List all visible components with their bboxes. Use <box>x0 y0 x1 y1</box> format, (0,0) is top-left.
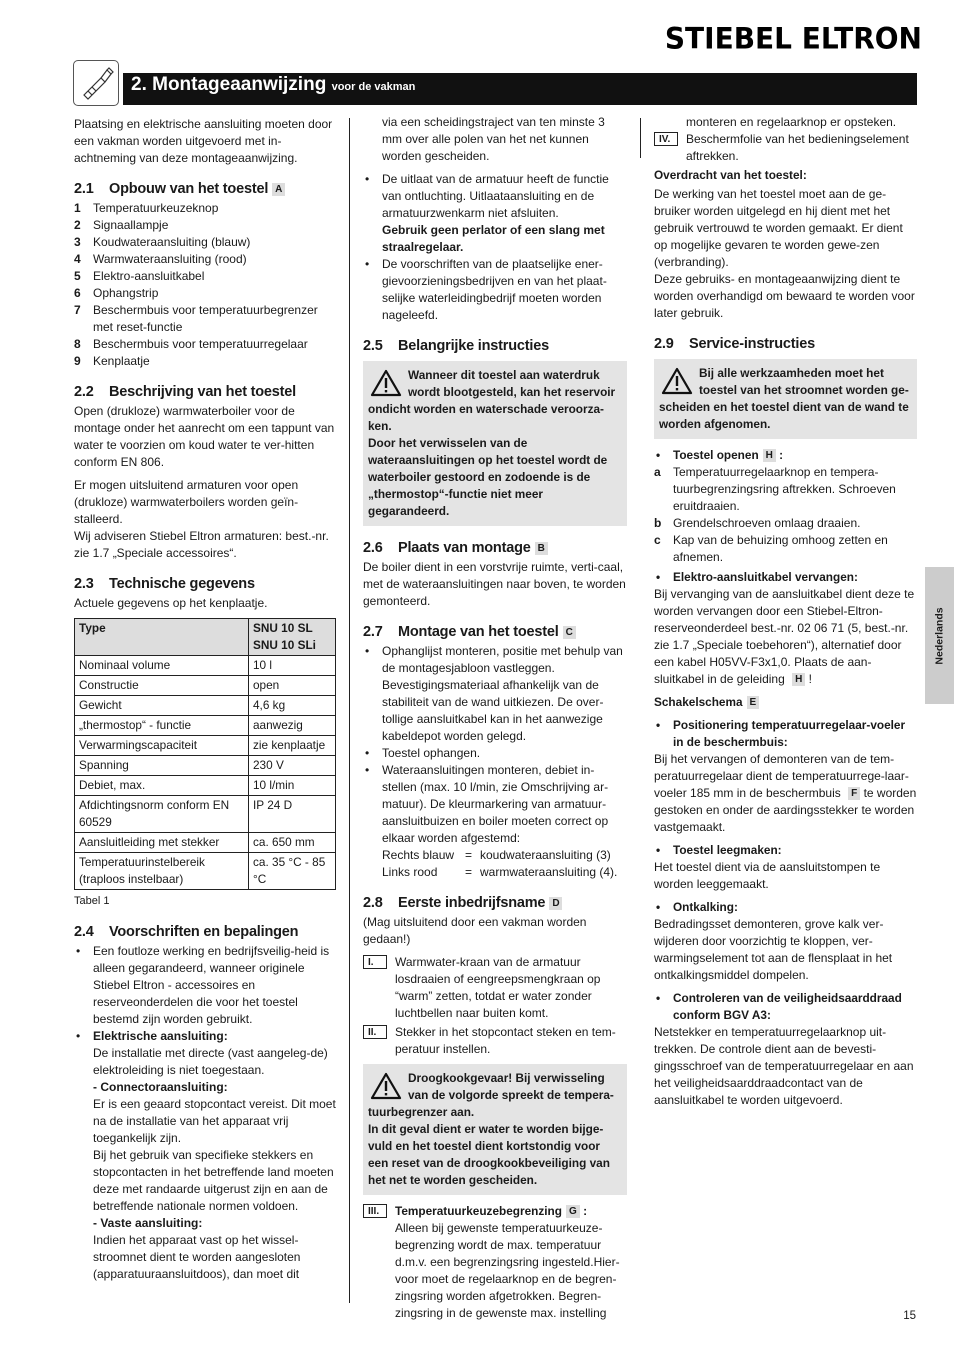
list-item: • Ontkalking: <box>654 899 917 916</box>
bullet-list <box>654 990 917 1024</box>
heading-2-8: 2.8 Eerste inbedrijfsname D <box>363 895 627 912</box>
item-label: Signaallampje <box>93 218 169 232</box>
color-mapping-row: Links rood = warmwateraansluiting (4). <box>382 865 618 879</box>
list-item <box>74 285 336 302</box>
table-row <box>75 656 336 676</box>
figure-tag: E <box>747 696 760 709</box>
list-item: • De uitlaat van de armatuur heeft de functie van ontluchting. Uitlaataansluiting en de armatuurzwenkarm niet afsluiten. Gebruik geen perlator of een slang met straalregelaar. <box>363 171 627 256</box>
bullet-list <box>363 643 627 881</box>
paragraph: Open (drukloze) warmwaterboiler voor de montage onder het aanrecht om een tappunt van water te voorzien om koud water te ver-hitten conform EN 806. <box>74 404 335 469</box>
list-item <box>74 251 336 268</box>
table-cell: 10 l/min <box>249 776 336 796</box>
paragraph: Er mogen uitsluitend armaturen voor open (drukloze) warmwaterboilers worden geïn-stalleerd. <box>74 478 299 526</box>
warning-icon <box>370 1072 402 1100</box>
item-number: 8 <box>74 337 81 351</box>
paragraph: Deze gebruiks- en montageaanwijzing dient te worden overhandigd om bewaard te worden voor later gebruik. <box>654 272 915 320</box>
item-letter: c <box>654 533 661 547</box>
table-cell: 4,6 kg <box>249 696 336 716</box>
figure-tag: F <box>848 787 860 800</box>
item-label: Beschermbuis voor temperatuurregelaar <box>93 337 308 351</box>
list-item <box>74 268 336 285</box>
table-header-row <box>75 619 336 656</box>
list-item: • Een foutloze werking en bedrijfsveilig-heid is alleen gegarandeerd, wanneer originele Stiebel Eltron - accessoires en reserveonderdelen die voor het toestel bestemd zijn worden gebruikt. <box>74 943 336 1028</box>
paragraph: Netstekker en temperatuurregelaarknop uit-trekken. De controle dient aan de bevesti-gingsschroef van de temperatuurregelaar en aan het veiligheidsaarddraadcontact van de aansluitkabel te worden uitgevoerd. <box>654 1025 914 1107</box>
item-number: 2 <box>74 218 81 232</box>
paragraph: Wij adviseren Stiebel Eltron armaturen: best.-nr. zie 1.7 „Speciale accessoires“. <box>74 529 329 560</box>
table-cell: „thermostop“ - functie <box>75 716 249 736</box>
step-item <box>363 1024 627 1058</box>
paragraph: (Mag uitsluitend door een vakman worden gedaan!) <box>363 915 587 946</box>
list-item: • Toestel ophangen. <box>363 745 627 762</box>
paragraph: monteren en regelaarknop er opsteken. <box>686 115 897 129</box>
paragraph: Bij het vervangen of demonteren van de tem-peratuurregelaar dient de temperatuurrege-laar-voeler 185 mm in de beschermbuis F te worden gestoken en onder de aardingsstekker te worden vastgemaakt. <box>654 752 917 834</box>
table-row <box>75 676 336 696</box>
heading-2-4: 2.4 Voorschriften en bepalingen <box>74 924 299 940</box>
section-subtitle: voor de vakman <box>331 81 416 93</box>
figure-tag: A <box>272 183 285 196</box>
table-cell: Verwarmingscapaciteit <box>75 736 249 756</box>
color-mapping-row: Rechts blauw = koudwateraansluiting (3) <box>382 848 611 862</box>
table-row <box>75 796 336 833</box>
paragraph: Bij vervanging van de aansluitkabel dient deze te worden vervangen door een Stiebel-Eltron-reserveonderdeel best.-nr. 02 06 71 (5, best.-nr. zie 1.7 „Speciale toebehoren“), alternatief door een kabel H05VV-F3x1,0. Plaats de aan-sluitkabel in de geleiding H ! <box>654 587 915 686</box>
list-item: • Toestel openen H : <box>654 447 917 464</box>
step-text: Warmwater-kraan van de armatuur losdraaien of eengreepsmengkraan op “warm” zetten, totdat er water zonder luchtbellen naar buiten komt. <box>395 955 601 1020</box>
list-item <box>654 464 917 515</box>
subheading: Schakelschema E <box>654 694 917 711</box>
brand-logo: STIEBEL ELTRON <box>664 21 922 56</box>
paragraph: De boiler dient in een vorstvrije ruimte, verti-caal, met de wateraansluitingen naar boven, te worden gemonteerd. <box>363 560 626 608</box>
figure-tag: D <box>549 897 562 910</box>
section-header-bar <box>123 73 917 105</box>
table-header-cell: Type <box>75 619 249 656</box>
item-label: Warmwateraansluiting (rood) <box>93 252 247 266</box>
bullet-list <box>654 717 917 751</box>
table-row <box>75 776 336 796</box>
item-label: Temperatuurkeuzeknop <box>93 201 219 215</box>
list-item <box>74 200 336 217</box>
heading-2-5: 2.5 Belangrijke instructies <box>363 338 549 354</box>
warning-box: Wanneer dit toestel aan waterdruk wordt blootgesteld, kan het reservoir ondicht worden en waterschade veroorza-ken. Door het verwisselen van de wateraansluitingen op het toestel wordt de waterboiler gestoord en zodoende is de „thermostop“-functie niet meer gegarandeerd. <box>363 361 627 526</box>
list-item <box>74 353 336 370</box>
figure-tag: C <box>563 626 576 639</box>
table-cell: Aansluitleiding met stekker <box>75 833 249 853</box>
section-title: 2. Montageaanwijzing voor de vakman <box>131 74 416 95</box>
table-cell: aanwezig <box>249 716 336 736</box>
bullet-list <box>654 899 917 916</box>
table-cell: open <box>249 676 336 696</box>
item-number: 1 <box>74 201 81 215</box>
table-row <box>75 756 336 776</box>
list-item <box>74 302 336 336</box>
item-label: Koudwateraansluiting (blauw) <box>93 235 251 249</box>
list-item: • De voorschriften van de plaatselijke ener-gievoorzieningsbedrijven en van het plaat-selijke waterleidingbedrijf moeten worden nageleefd. <box>363 256 627 324</box>
item-number: 9 <box>74 354 81 368</box>
step-number: I. <box>363 955 387 969</box>
step-number: II. <box>363 1025 387 1039</box>
list-item: • Wateraansluitingen monteren, debiet in-stellen (max. 10 l/min, zie Omschrijving ar-matuur). De kleurmarkering van armatuur-aansluitbuizen en boiler moeten correct op elkaar worden afgestemd: Rechts blauw = koudwateraansluiting (3) Links rood = warmwateraansluiting (4). <box>363 762 627 881</box>
warning-box: Droogkookgevaar! Bij verwisseling van de volgorde spreekt de tempera-tuurbegrenzer aan. In dit geval dient er water te worden bijge-vuld en het toestel dient kortstondig voor een reset van de droogkookbeveiliging van het net te worden gescheiden. <box>363 1064 627 1195</box>
list-item: • Ophanglijst monteren, positie met behulp van de montagesjabloon vastleggen. Bevestigingsmateriaal afhankelijk van de stabiliteit van de wand uitkiezen. De over-tollige aansluitkabel kan in het aanwezige kabeldepot worden gelegd. <box>363 643 627 745</box>
list-item: • Toestel leegmaken: <box>654 842 917 859</box>
table-cell: Nominaal volume <box>75 656 249 676</box>
heading-2-6: 2.6 Plaats van montage B <box>363 540 627 557</box>
paragraph: Het toestel dient via de aansluitstompen te worden leeggemaakt. <box>654 860 881 891</box>
column-1 <box>74 116 336 1283</box>
list-item <box>654 532 917 566</box>
item-label: Kap van de behuizing omhoog zetten en afnemen. <box>673 533 888 564</box>
item-letter: a <box>654 465 661 479</box>
table-cell: zie kenplaatje <box>249 736 336 756</box>
heading-2-1: 2.1 Opbouw van het toestel A <box>74 181 336 198</box>
page-number: 15 <box>903 1310 916 1322</box>
item-number: 6 <box>74 286 81 300</box>
list-item <box>74 234 336 251</box>
item-number: 5 <box>74 269 81 283</box>
step-item: IV. Beschermfolie van het bedieningselement aftrekken. <box>654 131 917 165</box>
bullet-list <box>363 171 627 324</box>
step-item: III. Temperatuurkeuzebegrenzing G : Alleen bij gewenste temperatuurkeuze-begrenzing wordt de max. temperatuur d.m.v. een begrenzingsring ingesteld.Hier-voor moet de regelaarknop en de begren-zingsring worden afgetrokken. Begren-zingsring in de gewenste max. instelling <box>363 1203 627 1322</box>
list-item: • Positionering temperatuurregelaar-voeler in de beschermbuis: <box>654 717 917 751</box>
item-letter: b <box>654 516 662 530</box>
item-number: 4 <box>74 252 81 266</box>
list-item: • Controleren van de veiligheidsaarddraad conform BGV A3: <box>654 990 917 1024</box>
table-cell: ca. 650 mm <box>249 833 336 853</box>
column-divider <box>349 118 350 1303</box>
item-label: Kenplaatje <box>93 354 150 368</box>
table-row <box>75 853 336 890</box>
item-label: Grendelschroeven omlaag draaien. <box>673 516 861 530</box>
warning-icon <box>370 369 402 397</box>
paragraph: Actuele gegevens op het kenplaatje. <box>74 596 268 610</box>
item-number: 7 <box>74 303 81 317</box>
step-item <box>363 954 627 1022</box>
paragraph: via een scheidingstraject van ten minste 3 mm over alle polen van het net kunnen worden gescheiden. <box>382 115 605 163</box>
item-label: Elektro-aansluitkabel <box>93 269 205 283</box>
bullet-list <box>654 447 917 464</box>
table-cell: ca. 35 °C - 85 °C <box>249 853 336 890</box>
warning-box: Bij alle werkzaamheden moet het toestel van het stroomnet worden ge-scheiden en het toestel dient van de wand te worden afgenomen. <box>654 359 917 439</box>
table-cell: Debiet, max. <box>75 776 249 796</box>
list-item <box>74 217 336 234</box>
list-item <box>654 515 917 532</box>
heading-2-2: 2.2 Beschrijving van het toestel <box>74 384 296 400</box>
step-number: III. <box>363 1204 387 1218</box>
table-row <box>75 736 336 756</box>
tech-data-table <box>74 618 336 890</box>
table-caption: Tabel 1 <box>74 895 110 907</box>
warning-icon <box>661 367 693 395</box>
bullet-list <box>654 842 917 859</box>
tool-icon <box>73 60 119 106</box>
column-divider <box>640 118 641 158</box>
column-2 <box>363 116 627 1324</box>
table-row <box>75 833 336 853</box>
table-cell: Gewicht <box>75 696 249 716</box>
table-cell: 230 V <box>249 756 336 776</box>
table-cell: Temperatuurinstelbereik (traploos instelbaar) <box>75 853 249 890</box>
table-cell: Spanning <box>75 756 249 776</box>
figure-tag: H <box>763 449 776 462</box>
list-item <box>74 336 336 353</box>
subheading: Overdracht van het toestel: <box>654 168 807 182</box>
figure-tag: H <box>792 673 805 686</box>
paragraph: De werking van het toestel moet aan de ge-bruiker worden uitgelegd en hij dient met het gebruik vertrouwd te worden gemaakt. Er dient op mogelijke gevaren te worden gewe-zen (verbranding). <box>654 187 903 269</box>
bullet-list <box>654 569 917 586</box>
item-number: 3 <box>74 235 81 249</box>
table-cell: Afdichtingsnorm conform EN 60529 <box>75 796 249 833</box>
heading-2-9: 2.9 Service-instructies <box>654 336 815 352</box>
step-text: Stekker in het stopcontact steken en tem-peratuur instellen. <box>395 1025 616 1056</box>
language-tab: Nederlands <box>925 567 954 704</box>
steps-list <box>363 954 627 1058</box>
list-item: • Elektrische aansluiting: De installatie met directe (vast aangeleg-de) elektroleiding is niet toegestaan. - Connectoraansluiting: Er is een geaard stopcontact vereist. Dit moet na de installatie van het apparaat vrij toegankelijk zijn. Bij het gebruik van specifieke stekkers en stopcontacten in het betreffende land moeten deze met randaarde uitgerust zijn en aan de betreffende nationale normen voldoen. - Vaste aansluiting: Indien het apparaat vast op het wissel-stroomnet dient te worden aangesloten (apparatuuraansluitdoos), dan moet dit <box>74 1028 336 1283</box>
heading-2-3: 2.3 Technische gegevens <box>74 576 255 592</box>
figure-tag: B <box>535 542 548 555</box>
item-label: Ophangstrip <box>93 286 159 300</box>
column-3 <box>654 116 917 1115</box>
table-row <box>75 696 336 716</box>
parts-list <box>74 200 336 370</box>
table-row <box>75 716 336 736</box>
table-header-cell: SNU 10 SL SNU 10 SLi <box>249 619 336 656</box>
table-cell: 10 l <box>249 656 336 676</box>
figure-tag: G <box>566 1205 580 1218</box>
list-item: • Elektro-aansluitkabel vervangen: <box>654 569 917 586</box>
table-cell: IP 24 D <box>249 796 336 833</box>
table-cell: Constructie <box>75 676 249 696</box>
steps-list <box>654 464 917 566</box>
paragraph: Bedradingsset demonteren, grove kalk ver-wijderen door voorzichtig te kloppen, ver-warmingselement tot aan de flensplaat in het ontkalkingsmiddel dompelen. <box>654 917 893 982</box>
intro-text: Plaatsing en elektrische aansluiting moeten door een vakman worden uitgevoerd met in-achtneming van deze montageaanwijzing. <box>74 117 333 165</box>
bullet-list <box>74 943 336 1283</box>
item-label: Beschermbuis voor temperatuurbegrenzer met reset-functie <box>93 303 318 334</box>
item-label: Temperatuurregelaarknop en tempera-tuurbegrenzingsring aftrekken. Schroeven eruitdraaien. <box>673 465 896 513</box>
step-number: IV. <box>654 132 678 146</box>
heading-2-7: 2.7 Montage van het toestel C <box>363 624 627 641</box>
